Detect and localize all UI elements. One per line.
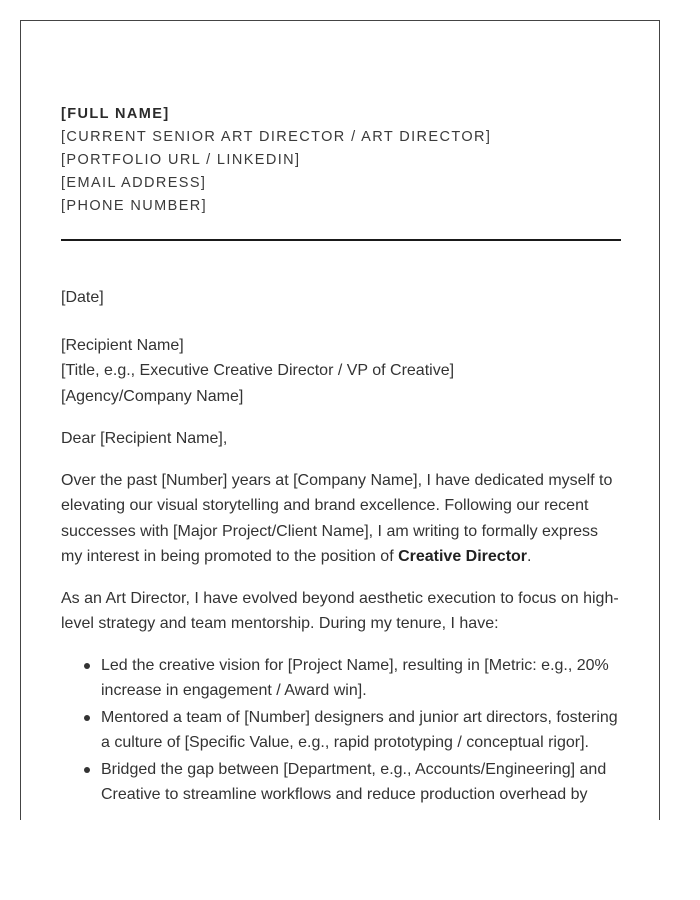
list-item-text: Led the creative vision for [Project Name], resulting in [Metric: e.g., 20% increase in engagement / Award win]. xyxy=(101,656,609,699)
recipient-block xyxy=(61,333,621,410)
achievements-list xyxy=(61,653,621,808)
list-item xyxy=(101,705,621,756)
letter-date: [Date] xyxy=(61,289,104,306)
target-position: Creative Director xyxy=(398,548,528,565)
list-item-text: Bridged the gap between [Department, e.g., Accounts/Engineering] and Creative to streamline workflows and reduce production overhead by xyxy=(101,760,607,803)
bullet-icon xyxy=(84,663,90,669)
sender-full-name: [FULL NAME] xyxy=(61,106,170,122)
recipient-name: [Recipient Name] xyxy=(61,336,184,354)
header-divider xyxy=(61,239,621,241)
sender-phone: [PHONE NUMBER] xyxy=(61,198,208,214)
sender-email: [EMAIL ADDRESS] xyxy=(61,175,207,191)
bullet-icon xyxy=(84,715,90,721)
recipient-company: [Agency/Company Name] xyxy=(61,387,244,405)
bullet-icon xyxy=(84,767,90,773)
sender-portfolio: [PORTFOLIO URL / LINKEDIN] xyxy=(61,152,301,168)
recipient-title: [Title, e.g., Executive Creative Director / VP of Creative] xyxy=(61,362,455,379)
list-item-text: Mentored a team of [Number] designers and junior art directors, fostering a culture of [Specific Value, e.g., rapid prototyping / conceptual rigor]. xyxy=(101,708,618,751)
paragraph-experience: As an Art Director, I have evolved beyond aesthetic execution to focus on high-level strategy and team mentorship. During my tenure, I have: xyxy=(61,589,619,632)
letter-content xyxy=(61,103,621,809)
salutation: Dear [Recipient Name], xyxy=(61,430,228,447)
letter-page xyxy=(20,20,660,820)
sender-header xyxy=(61,103,621,218)
list-item xyxy=(101,757,621,808)
paragraph-intro xyxy=(61,468,621,570)
paragraph-intro-text: Over the past [Number] years at [Company Name], I have dedicated myself to elevating our visual storytelling and brand excellence. Following our recent successes with [Major Project/Client Name], I am writing to formally express my interest in being promoted to the position of xyxy=(61,471,613,565)
paragraph-intro-end: . xyxy=(527,548,532,565)
list-item xyxy=(101,653,621,704)
sender-current-title: [CURRENT SENIOR ART DIRECTOR / ART DIRECTOR] xyxy=(61,129,492,145)
